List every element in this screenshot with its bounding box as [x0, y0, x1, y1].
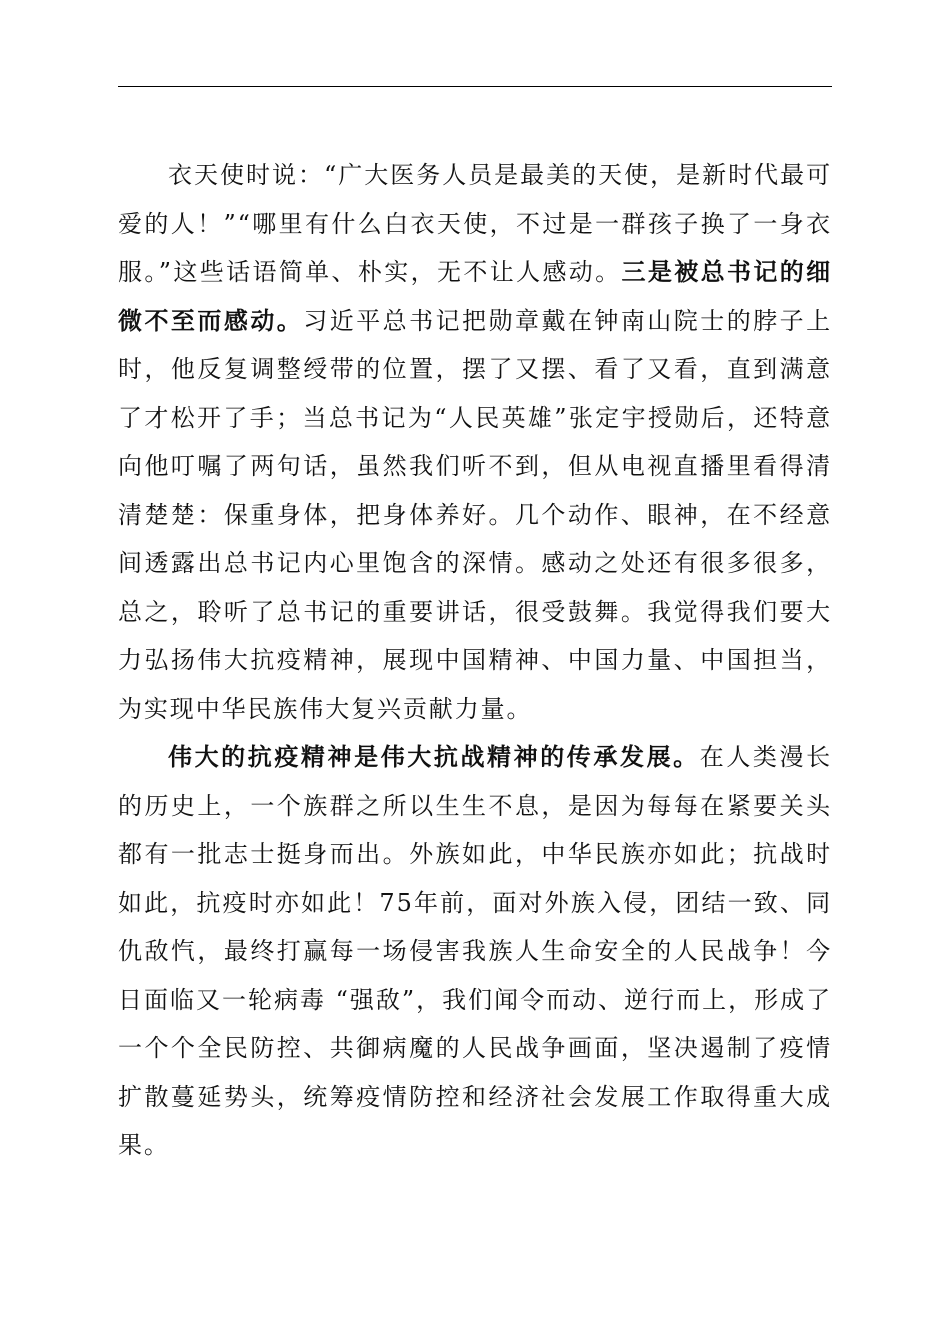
document-body — [118, 151, 832, 1170]
paragraph-2-heading: 伟大的抗疫精神是伟大抗战精神的传承发展。 — [168, 742, 700, 771]
paragraph-2 — [118, 733, 832, 1170]
header-rule — [118, 86, 832, 87]
paragraph-2-text: 在人类漫长的历史上，一个族群之所以生生不息，是因为每每在紧要关头都有一批志士挺身而出。外族如此，中华民族亦如此；抗战时如此，抗疫时亦如此！75年前，面对外族入侵，团结一致、同仇敌忾，最终打赢每一场侵害我族人生命安全的人民战争！今日面临又一轮病毒 “强敌”，我们闻令而动、逆行而上，形成了一个个全民防控、共御病魔的人民战争画面，坚决遏制了疫情扩散蔓延势头，统筹疫情防控和经济社会发展工作取得重大成果。 — [118, 743, 832, 1159]
paragraph-1-text: 衣天使时说：“广大医务人员是最美的天使，是新时代最可爱的人！”“哪里有什么白衣天使，不过是一群孩子换了一身衣服。”这些话语简单、朴实，无不让人感动。 — [118, 161, 832, 286]
paragraph-1 — [118, 151, 832, 733]
paragraph-1-emphasis: 三是被总书记的细微不至而感动。 — [118, 257, 832, 335]
paragraph-1-text-continued: 习近平总书记把勋章戴在钟南山院士的脖子上时，他反复调整绶带的位置，摆了又摆、看了又看，直到满意了才松开了手；当总书记为“人民英雄”张定宇授勋后，还特意向他叮嘱了两句话，虽然我们听不到，但从电视直播里看得清清楚楚：保重身体，把身体养好。几个动作、眼神，在不经意间透露出总书记内心里饱含的深情。感动之处还有很多很多，总之，聆听了总书记的重要讲话，很受鼓舞。我觉得我们要大力弘扬伟大抗疫精神，展现中国精神、中国力量、中国担当，为实现中华民族伟大复兴贡献力量。 — [118, 306, 832, 723]
